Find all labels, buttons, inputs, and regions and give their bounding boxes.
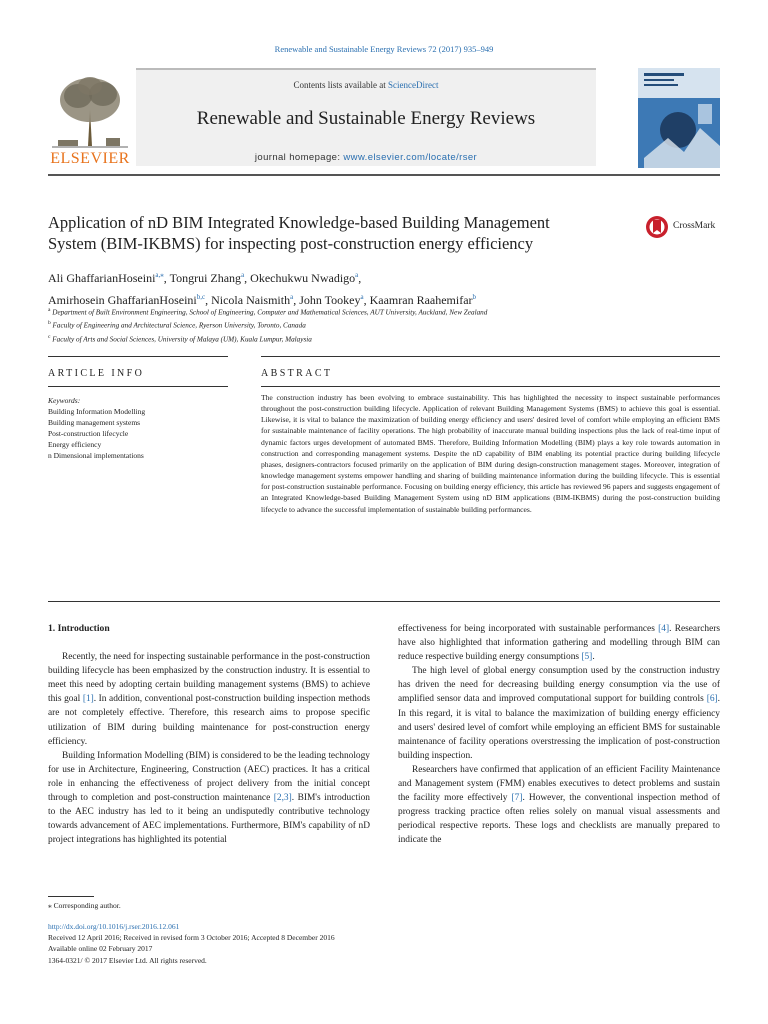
paragraph-text: . However, the conventional inspection method of progress tracking practice often relies solely on manual visual assessments and periodical respective reports. These logs and checklists are manually prepared to indicate the bbox=[398, 793, 720, 846]
keyword-item: Building management systems bbox=[48, 418, 141, 427]
keyword-item: Building Information Modelling bbox=[48, 407, 146, 416]
elsevier-logo[interactable] bbox=[48, 70, 132, 168]
journal-homepage bbox=[136, 152, 596, 163]
article-title-line-1: Application of nD BIM Integrated Knowledge-based Building Management bbox=[48, 213, 550, 232]
article-info-rule-bottom bbox=[48, 386, 228, 387]
body-column-right bbox=[398, 622, 720, 848]
publication-info bbox=[48, 921, 335, 966]
paragraph-text: . Researchers have also highlighted that information gathering and modelling through BIM can reduce respective building energy consumptions bbox=[398, 624, 720, 663]
author-separator: , bbox=[205, 293, 212, 307]
keyword-item: n Dimensional implementations bbox=[48, 451, 144, 460]
journal-title: Renewable and Sustainable Energy Reviews bbox=[196, 108, 536, 129]
contents-prefix: Contents lists available at bbox=[293, 80, 388, 90]
abstract-heading: ABSTRACT bbox=[261, 368, 333, 379]
paragraph-text: . In addition, conventional post-construction building inspection methods are not completely effective. Therefore, this research aims to propose specific utilization of BIM during building maintenance for post-construction energy efficiency. bbox=[48, 694, 371, 747]
abstract-rule-bottom bbox=[261, 386, 720, 387]
author-separator: , bbox=[363, 293, 370, 307]
body-paragraph bbox=[398, 622, 720, 664]
homepage-link[interactable]: www.elsevier.com/locate/rser bbox=[343, 152, 478, 163]
article-info-heading: ARTICLE INFO bbox=[48, 368, 145, 379]
author-separator: , bbox=[358, 271, 362, 285]
affiliation-item bbox=[48, 332, 728, 345]
paragraph-text: . In this regard, it is vital to balance the maximization of building energy efficiency and users' desired level of comfort while employing an efficient BMS for sustainable maintenance of facility operations overstressing the implication of post-construction building inspection. bbox=[398, 694, 720, 761]
authors-line-1 bbox=[48, 266, 708, 288]
affiliation-text: Department of Built Environment Engineering, School of Engineering, Computer and Mathematical Sciences, AUT University, Auckland, New Zealand bbox=[50, 308, 488, 317]
author-affiliation-marker[interactable]: a bbox=[290, 293, 294, 301]
doi-link[interactable]: http://dx.doi.org/10.1016/j.rser.2016.12.061 bbox=[48, 922, 180, 931]
author-list bbox=[48, 266, 708, 310]
publisher-name: ELSEVIER bbox=[50, 150, 130, 167]
masthead-rule bbox=[48, 174, 720, 176]
author-name[interactable]: Amirhosein GhaffarianHoseini bbox=[48, 293, 197, 307]
citation-link[interactable]: [7] bbox=[511, 793, 523, 804]
homepage-prefix: journal homepage: bbox=[254, 152, 344, 163]
affiliation-item bbox=[48, 305, 728, 318]
author-affiliation-marker[interactable]: b bbox=[472, 293, 477, 301]
author-name[interactable]: John Tookey bbox=[299, 293, 361, 307]
author-name[interactable]: Nicola Naismith bbox=[211, 293, 291, 307]
keyword-item: Energy efficiency bbox=[48, 440, 102, 449]
article-title-line-2: System (BIM-IKBMS) for inspecting post-construction energy efficiency bbox=[48, 234, 534, 253]
keywords-label: Keywords: bbox=[48, 396, 81, 405]
article-title bbox=[48, 212, 648, 254]
author-name[interactable]: Tongrui Zhang bbox=[169, 271, 242, 285]
abstract-rule-top bbox=[261, 356, 720, 357]
body-paragraph bbox=[48, 749, 370, 848]
article-info-rule-top bbox=[48, 356, 228, 357]
paragraph-text: effectiveness for being incorporated with sustainable performances bbox=[398, 624, 659, 634]
citation-link[interactable]: [4] bbox=[658, 624, 670, 634]
paragraph-text: Building Information Modelling (BIM) is considered to be the leading technology for use in Architecture, Engineering, Construction (AEC) practices. It has a critical role in enhancing the effectiveness of project delivery from the initial concept through to completion and post-construction maintenance bbox=[48, 750, 370, 804]
citation-link[interactable]: [6] bbox=[706, 694, 718, 705]
footnote-rule bbox=[48, 896, 94, 897]
citation-link[interactable]: [5] bbox=[581, 652, 593, 663]
author-affiliation-marker[interactable]: a bbox=[241, 271, 245, 279]
journal-cover-image[interactable] bbox=[638, 68, 720, 168]
corresponding-author-footnote: ⁎ Corresponding author. bbox=[48, 901, 121, 910]
author-name[interactable]: Ali GhaffarianHoseini bbox=[48, 271, 156, 285]
author-name[interactable]: Okechukwu Nwadigo bbox=[250, 271, 356, 285]
author-separator: , bbox=[163, 271, 170, 285]
paragraph-text: Recently, the need for inspecting sustainable performance in the post-construction building lifecycle has been emphasized by the construction industry. It is essential to meet this need by adopting certain building management systems (BMS) to achieve this goal bbox=[48, 652, 370, 705]
body-paragraph bbox=[48, 650, 370, 749]
crossmark-button[interactable] bbox=[645, 213, 725, 241]
body-column-left bbox=[48, 622, 370, 847]
available-online: Available online 02 February 2017 bbox=[48, 944, 153, 954]
body-paragraph bbox=[398, 763, 720, 848]
author-affiliation-marker[interactable]: a bbox=[360, 293, 364, 301]
journal-masthead bbox=[48, 68, 720, 176]
author-affiliation-marker[interactable]: b,c bbox=[196, 293, 206, 301]
keyword-item: Post-construction lifecycle bbox=[48, 429, 129, 438]
citation-link[interactable]: [2,3] bbox=[273, 793, 292, 804]
paragraph-text: . BIM's introduction to the AEC industry has led to it being an undisputedly contributive technology towards advancement of AEC implementations. Furthermore, BIM's capability of nD project integrations has highlighted its potential bbox=[48, 793, 370, 846]
author-separator: , bbox=[244, 271, 251, 285]
masthead-center bbox=[136, 68, 596, 166]
keywords-list bbox=[48, 406, 145, 461]
author-affiliation-marker[interactable]: a,⁎ bbox=[155, 271, 164, 279]
paragraph-text: . bbox=[592, 652, 595, 663]
paragraph-text: Researchers have confirmed that application of an efficient Facility Maintenance and Management system (FMM) enables executives to detect problems and sustain the facility more effectively bbox=[398, 764, 720, 804]
paragraph-text: The high level of global energy consumption used by the construction industry has driven the need for decreasing building energy consumption via the use of amplified sensor data and improved computational support for building controls bbox=[398, 666, 720, 705]
abstract-bottom-rule bbox=[48, 601, 720, 602]
sciencedirect-link[interactable]: ScienceDirect bbox=[388, 80, 439, 90]
issn-copyright: 1364-0321/ © 2017 Elsevier Ltd. All rights reserved. bbox=[48, 955, 207, 965]
author-separator: , bbox=[293, 293, 300, 307]
body-paragraph bbox=[398, 664, 720, 763]
affiliation-marker: c bbox=[48, 333, 51, 340]
citation-link[interactable]: [1] bbox=[82, 694, 94, 705]
affiliation-text: Faculty of Arts and Social Sciences, University of Malaya (UM), Kuala Lumpur, Malaysia bbox=[50, 335, 312, 344]
journal-cover-icon bbox=[638, 68, 720, 168]
abstract-text: The construction industry has been evolving to embrace sustainability. This has highlighted the necessity to inspect sustainable performances throughout the post-construction building lifecycle. Application of relevant Building Management Systems (BMS) to achieve this goal is essential. Likewise, it is vital to balance the maximization of building energy efficiency and users' desired level of comfort while employing an efficient BMS for sustainable maintenance of facility operations. The high probability of inaccurate manual building inspections plus the lack of real-time input of dynamic factors urges development of automated BMS. Therefore, Building Information Modelling (BIM) plays a key role towards automation in construction and corresponding management systems. Despite the nD capability of BIM enabling its potential practice during building lifecycle phases, designers-contractors focused primarily on the application of BIM during design-construction management stages. Moreover, integration of knowledge management systems empower handling and sharing of building maintenance information during the building lifecycle. This is essential for post-construction sustainable performance. Focusing on building energy efficiency, this article has reviewed 96 papers and suggests engagement of an Integrated Knowledge-based Building Management System using nD BIM applications (BIM-IKBMS) during the post-construction building lifecycle to advance the successful implementation of sustainable building performances. bbox=[261, 393, 720, 514]
running-head[interactable]: Renewable and Sustainable Energy Reviews 72 (2017) 935–949 bbox=[274, 44, 494, 54]
crossmark-icon bbox=[645, 213, 669, 241]
affiliation-marker: a bbox=[48, 307, 51, 313]
contents-line bbox=[136, 80, 596, 90]
affiliation-marker: b bbox=[48, 320, 51, 327]
received-dates: Received 12 April 2016; Received in revised form 3 October 2016; Accepted 8 December 2016 bbox=[48, 933, 335, 943]
affiliations bbox=[48, 305, 728, 345]
affiliation-text: Faculty of Engineering and Architectural Science, Ryerson University, Toronto, Canada bbox=[50, 321, 306, 330]
author-affiliation-marker[interactable]: a bbox=[355, 271, 359, 279]
author-name[interactable]: Kaamran Raahemifar bbox=[369, 293, 473, 307]
section-heading-introduction: 1. Introduction bbox=[48, 623, 110, 634]
affiliation-item bbox=[48, 318, 728, 331]
crossmark-label: CrossMark bbox=[673, 221, 716, 231]
